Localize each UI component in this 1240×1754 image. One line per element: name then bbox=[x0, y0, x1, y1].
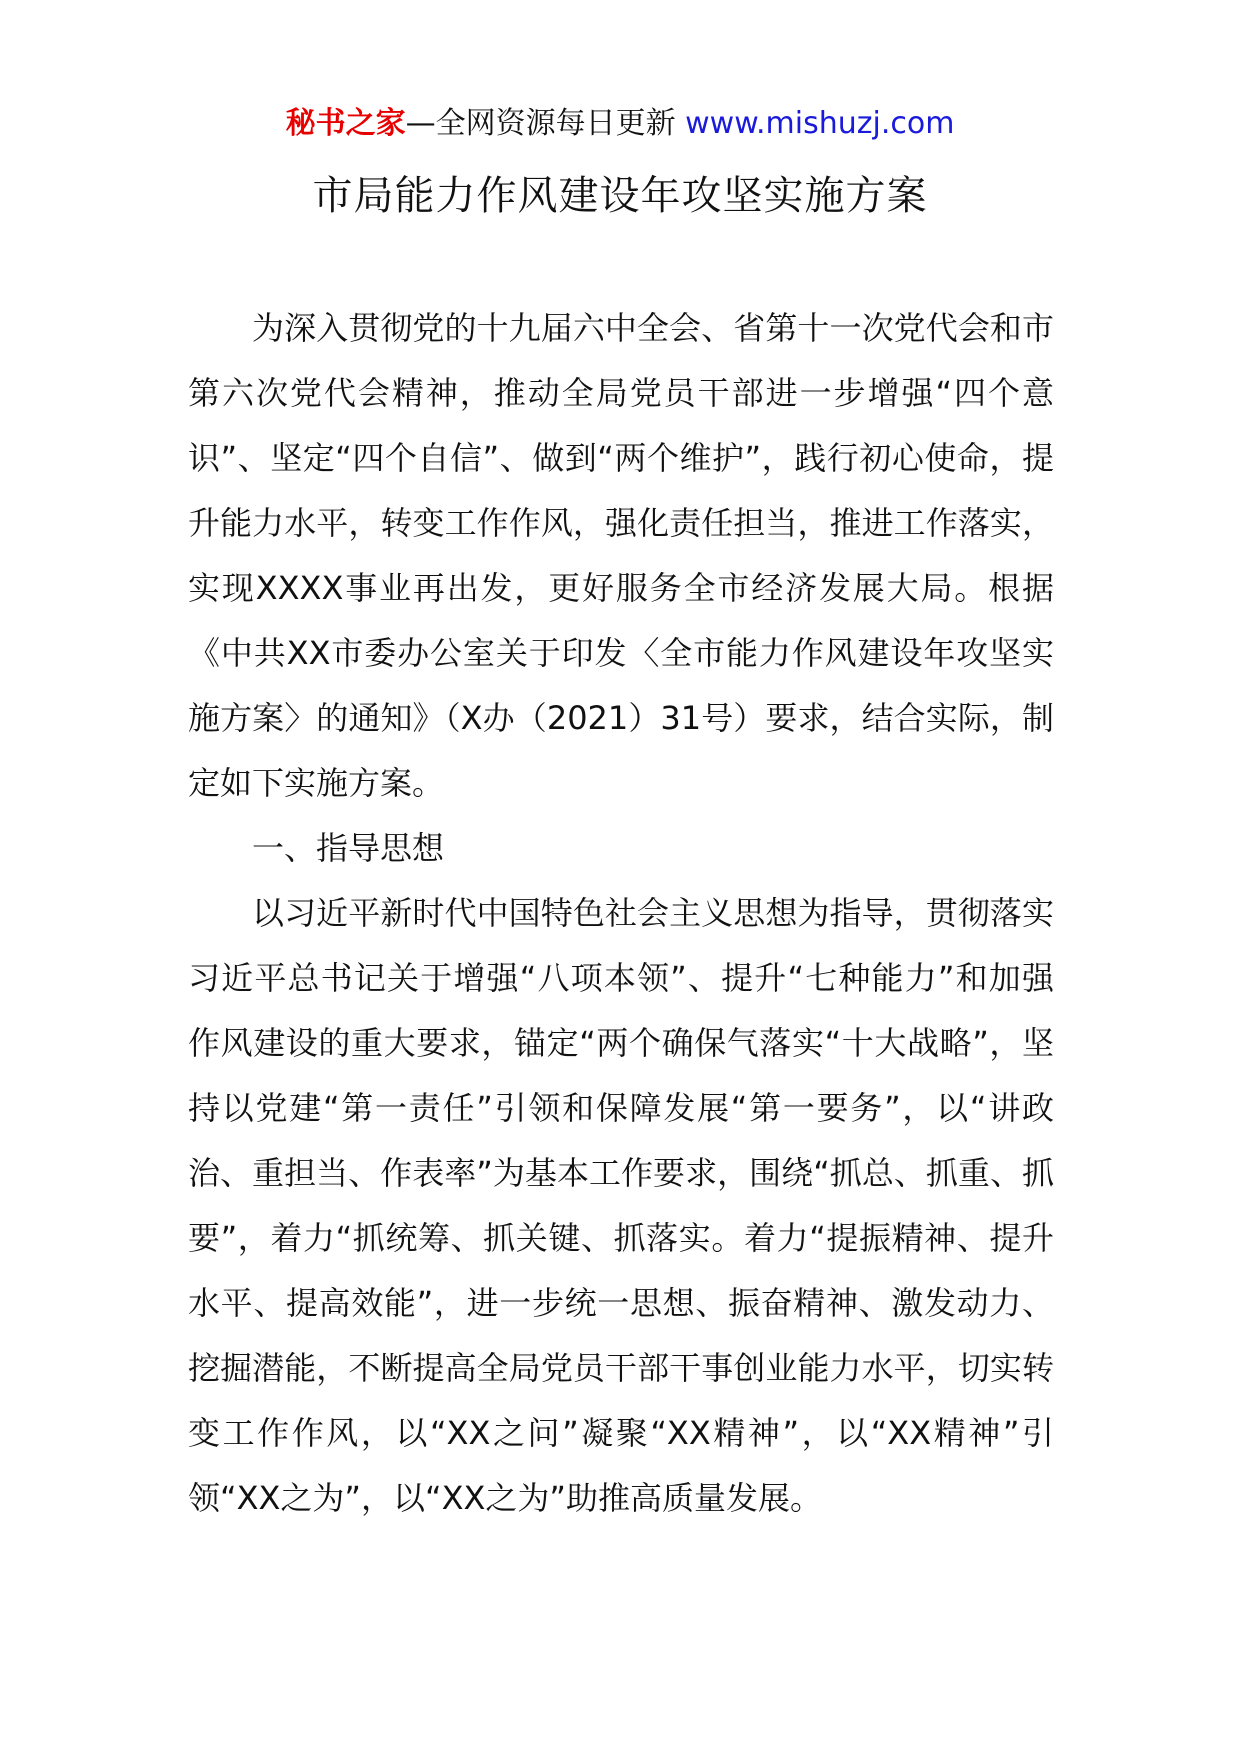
site-brand: 秘书之家 bbox=[285, 106, 406, 141]
document-title: 市局能力作风建设年攻坚实施方案 bbox=[312, 173, 928, 219]
site-url-link[interactable]: www.mishuzj.com bbox=[685, 106, 955, 141]
guiding-thought-paragraph: 以习近平新时代中国特色社会主义思想为指导，贯彻落实习近平总书记关于增强“八项本领”、提升“七种能力”和加强作风建设的重大要求，锚定“两个确保气落实“十大战略”，坚持以党建“第一责任”引领和保障发展“第一要务”，以“讲政治、重担当、作表率”为基本工作要求，围绕“抓总、抓重、抓要”，着力“抓统筹、抓关键、抓落实。着力“提振精神、提升水平、提高效能”，进一步统一思想、振奋精神、激发动力、挖掘潜能，不断提高全局党员干部干事创业能力水平，切实转变工作作风，以“XX之问”凝聚“XX精神”，以“XX精神”引领“XX之为”，以“XX之为”助推高质量发展。 bbox=[188, 894, 1054, 1517]
site-header bbox=[0, 104, 1240, 144]
section-heading: 一、指导思想 bbox=[252, 829, 445, 867]
intro-paragraph: 为深入贯彻党的十九届六中全会、省第十一次党代会和市第六次党代会精神，推动全局党员干部进一步增强“四个意识”、坚定“四个自信”、做到“两个维护”，践行初心使命，提升能力水平，转变工作作风，强化责任担当，推进工作落实，实现XXXX事业再出发，更好服务全市经济发展大局。根据《中共XX市委办公室关于印发〈全市能力作风建设年攻坚实施方案〉的通知》（X办（2021）31号）要求，结合实际，制定如下实施方案。 bbox=[188, 309, 1054, 802]
document-body bbox=[188, 296, 1054, 1531]
site-tagline: —全网资源每日更新 bbox=[405, 106, 676, 141]
